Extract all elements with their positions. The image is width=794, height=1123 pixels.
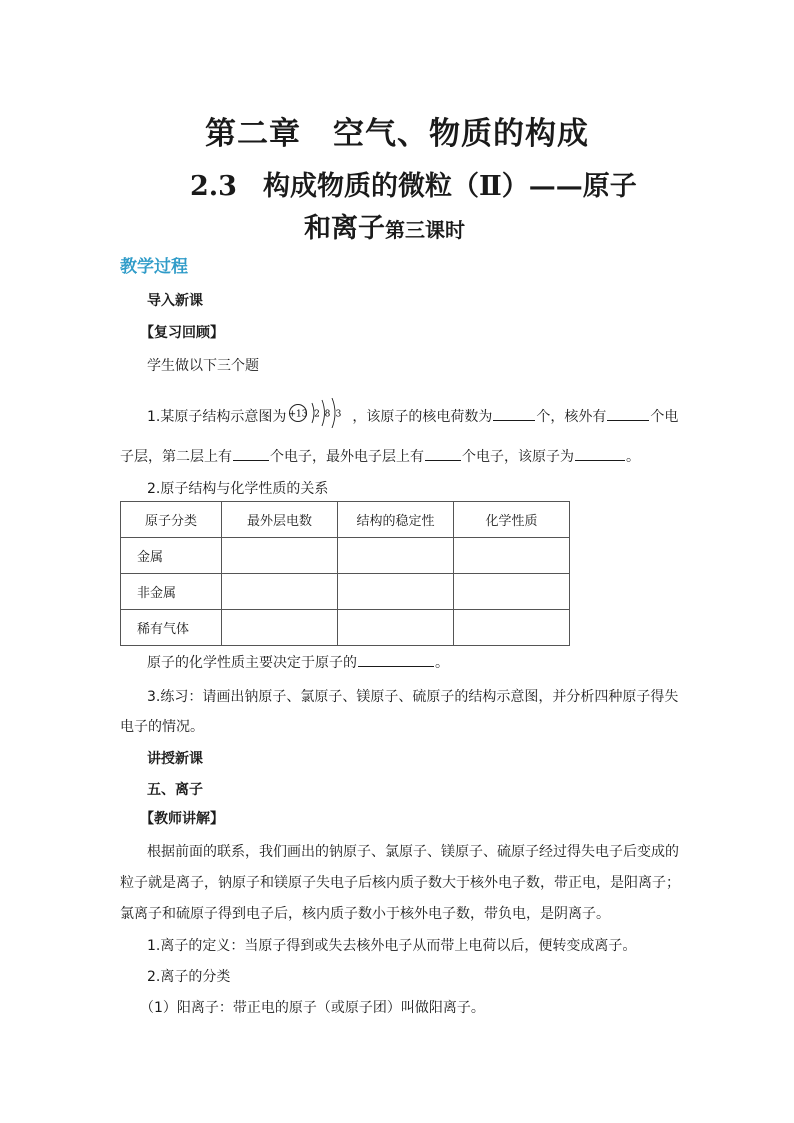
q2-conclusion: [147, 652, 449, 672]
question-3-line-2: 电子的情况。: [120, 719, 204, 735]
lesson-period: 第三课时: [385, 218, 465, 242]
table-cell-empty[interactable]: [338, 538, 454, 574]
table-header-cell: 最外层电数: [222, 502, 338, 538]
table-cell-empty[interactable]: [222, 538, 338, 574]
table-cell-category: 稀有气体: [121, 610, 222, 646]
table-row: [121, 538, 570, 574]
blank-outer-shell[interactable]: [425, 446, 461, 461]
q2-conclusion-text: 原子的化学性质主要决定于原子的: [147, 655, 357, 671]
question-1-line-2: [120, 446, 640, 466]
lesson-title-text-2: 和离子: [304, 213, 385, 244]
shell-count-1: 2: [314, 409, 321, 420]
table-cell-empty[interactable]: [222, 574, 338, 610]
atom-properties-table: [120, 501, 570, 646]
question-3-line-1: 3.练习：请画出钠原子、氯原子、镁原子、硫原子的结构示意图，并分析四种原子得失: [147, 689, 679, 705]
teacher-heading: 【教师讲解】: [140, 811, 224, 827]
section-title: 教学过程: [120, 257, 188, 277]
q1-text-d: 个电: [650, 409, 679, 425]
q1-text-c: 个，核外有: [536, 409, 607, 425]
table-header-row: [121, 502, 570, 538]
table-header-cell: 结构的稳定性: [338, 502, 454, 538]
table-cell-empty[interactable]: [454, 610, 570, 646]
q1-text-e: 子层，第二层上有: [120, 449, 232, 465]
nucleus-charge: +13: [288, 409, 308, 420]
intro-heading: 导入新课: [147, 293, 203, 309]
ion-definition: 1.离子的定义：当原子得到或失去核外电子从而带上电荷以后，便转变成离子。: [147, 938, 637, 954]
q1-text-f: 个电子，最外电子层上有: [270, 449, 424, 465]
atom-structure-diagram: [288, 398, 350, 436]
table-row: [121, 610, 570, 646]
q1-text-a: 1.某原子结构示意图为: [147, 409, 287, 425]
explanation-line-2: 粒子就是离子，钠原子和镁原子失电子后核内质子数大于核外电子数，带正电，是阳离子；: [120, 875, 680, 891]
lesson-title-text: 构成物质的微粒（Ⅱ）——原子: [262, 171, 637, 202]
q1-text-g: 个电子，该原子为: [462, 449, 574, 465]
blank-conclusion[interactable]: [358, 652, 434, 667]
question-1-line-1: [147, 398, 679, 425]
question-2-label: 2.原子结构与化学性质的关系: [147, 481, 329, 497]
table-cell-empty[interactable]: [454, 574, 570, 610]
blank-atom-name[interactable]: [575, 446, 625, 461]
table-header-cell: 原子分类: [121, 502, 222, 538]
blank-shell-count[interactable]: [607, 406, 649, 421]
blank-second-shell[interactable]: [233, 446, 269, 461]
explanation-line-1: 根据前面的联系，我们画出的钠原子、氯原子、镁原子、硫原子经过得失电子后变成的: [147, 844, 679, 860]
q2-conclusion-end: 。: [435, 655, 449, 671]
ion-subheading: 五、离子: [147, 782, 203, 798]
table-cell-empty[interactable]: [222, 610, 338, 646]
blank-nuclear-charge[interactable]: [493, 406, 535, 421]
explanation-line-3: 氯离子和硫原子得到电子后，核内质子数小于核外电子数，带负电，是阴离子。: [120, 906, 610, 922]
shell-count-2: 8: [324, 409, 331, 420]
cation-definition: （1）阳离子：带正电的原子（或原子团）叫做阳离子。: [140, 1000, 485, 1016]
shell-arc-3: [332, 398, 335, 428]
ion-classification: 2.离子的分类: [147, 969, 231, 985]
table-cell-empty[interactable]: [454, 538, 570, 574]
q1-text-b: ，该原子的核电荷数为: [352, 409, 493, 425]
chapter-title: 第二章 空气、物质的构成: [205, 116, 589, 152]
lesson-number: 2.3: [190, 171, 237, 202]
review-heading: 【复习回顾】: [140, 325, 224, 341]
table-cell-empty[interactable]: [338, 574, 454, 610]
table-cell-empty[interactable]: [338, 610, 454, 646]
q1-text-h: 。: [626, 449, 640, 465]
table-cell-category: 非金属: [121, 574, 222, 610]
shell-count-3: 3: [335, 409, 342, 420]
lesson-title-continued: [304, 206, 465, 245]
lesson-title: [190, 164, 637, 203]
new-lesson-heading: 讲授新课: [147, 751, 203, 767]
table-header-cell: 化学性质: [454, 502, 570, 538]
review-instruction: 学生做以下三个题: [147, 358, 259, 374]
table-row: [121, 574, 570, 610]
table-cell-category: 金属: [121, 538, 222, 574]
